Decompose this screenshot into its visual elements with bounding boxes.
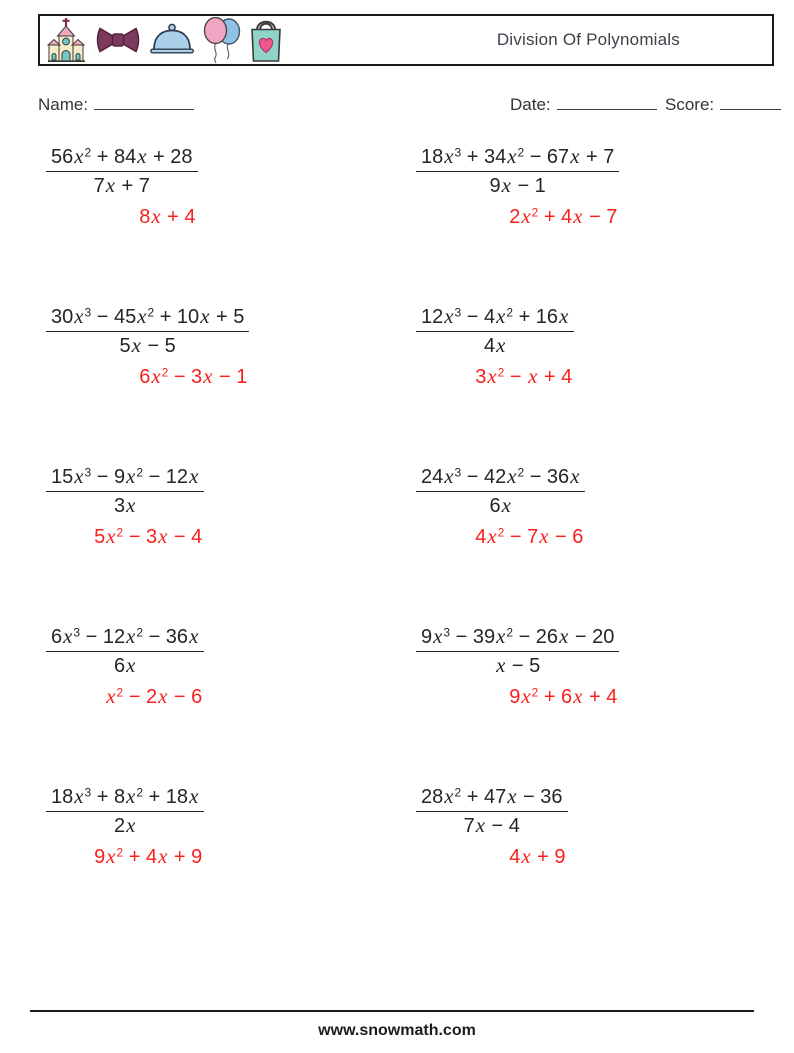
balloons-icon [202,17,242,64]
numerator: $15x^3 - 9x^2 - 12x$ [46,465,204,492]
name-label: Name: [38,95,89,114]
problem [46,465,204,549]
fraction [416,305,574,358]
numerator: $28x^2 + 47x - 36$ [416,785,568,812]
denominator: 6x [113,654,136,677]
score-field [665,94,781,115]
denominator: 7x + 7 [93,174,150,197]
footer-website: www.snowmath.com [318,1022,476,1039]
fraction [46,145,198,198]
cloche-icon [149,23,195,57]
problem [46,785,204,869]
denominator: 9x − 1 [489,174,546,197]
problem-cell [416,145,778,305]
date-label: Date: [510,95,551,114]
problem-cell [46,785,416,945]
score-blank-line [720,94,781,110]
denominator: x − 5 [496,654,541,677]
problem [46,145,198,229]
name-blank-line [94,94,194,110]
fraction [46,305,249,358]
numerator: $24x^3 - 42x^2 - 36x$ [416,465,585,492]
answer: $x^2 - 2x - 6$ [106,685,203,708]
problem [416,145,619,229]
header-box [38,14,774,66]
footer-divider [30,1010,754,1012]
denominator: 2x [113,814,136,837]
problem [416,465,585,549]
problem-cell [416,785,778,945]
date-field [510,94,657,115]
denominator: 3x [113,494,136,517]
fraction [416,625,619,678]
answer: $4x^2 - 7x - 6$ [475,525,584,548]
problem [416,305,574,389]
answer: $9x^2 + 6x + 4$ [509,685,618,708]
denominator: 7x − 4 [463,814,520,837]
bow-tie-icon [94,25,142,55]
answer: 4x + 9 [509,845,566,868]
fraction [416,145,619,198]
problem [416,625,619,709]
problem [46,305,249,389]
page-title: Division Of Polynomials [496,30,680,49]
gift-bag-icon [249,17,283,63]
numerator: $9x^3 - 39x^2 - 26x - 20$ [416,625,619,652]
fields-row [0,94,794,118]
date-blank-line [557,94,657,110]
problem-cell [416,305,778,465]
fraction [416,465,585,518]
problem [416,785,568,869]
answer: $9x^2 + 4x + 9$ [94,845,203,868]
answer: 8x + 4 [139,205,196,228]
denominator: 5x − 5 [119,334,176,357]
problem-cell [46,625,416,785]
fraction [46,625,204,678]
answer: $6x^2 - 3x - 1$ [139,365,248,388]
church-icon [47,17,87,64]
numerator: $18x^3 + 8x^2 + 18x$ [46,785,204,812]
header-icons [40,17,283,64]
problem [46,625,204,709]
problem-cell [46,465,416,625]
fraction [416,785,568,838]
fraction [46,785,204,838]
problem-cell [416,625,778,785]
problem-cell [46,305,416,465]
problems-grid [46,145,778,945]
score-label: Score: [665,95,715,114]
answer: $2x^2 + 4x - 7$ [509,205,618,228]
answer: $5x^2 - 3x - 4$ [94,525,203,548]
numerator: $30x^3 - 45x^2 + 10x + 5$ [46,305,249,332]
numerator: $12x^3 - 4x^2 + 16x$ [416,305,574,332]
name-field [38,94,194,115]
denominator: 6x [489,494,511,517]
numerator: $56x^2 + 84x + 28$ [46,145,198,172]
fraction [46,465,204,518]
answer: $3x^2 - x + 4$ [475,365,573,388]
denominator: 4x [483,334,506,357]
numerator: $18x^3 + 34x^2 - 67x + 7$ [416,145,619,172]
problem-cell [46,145,416,305]
numerator: $6x^3 - 12x^2 - 36x$ [46,625,204,652]
problem-cell [416,465,778,625]
